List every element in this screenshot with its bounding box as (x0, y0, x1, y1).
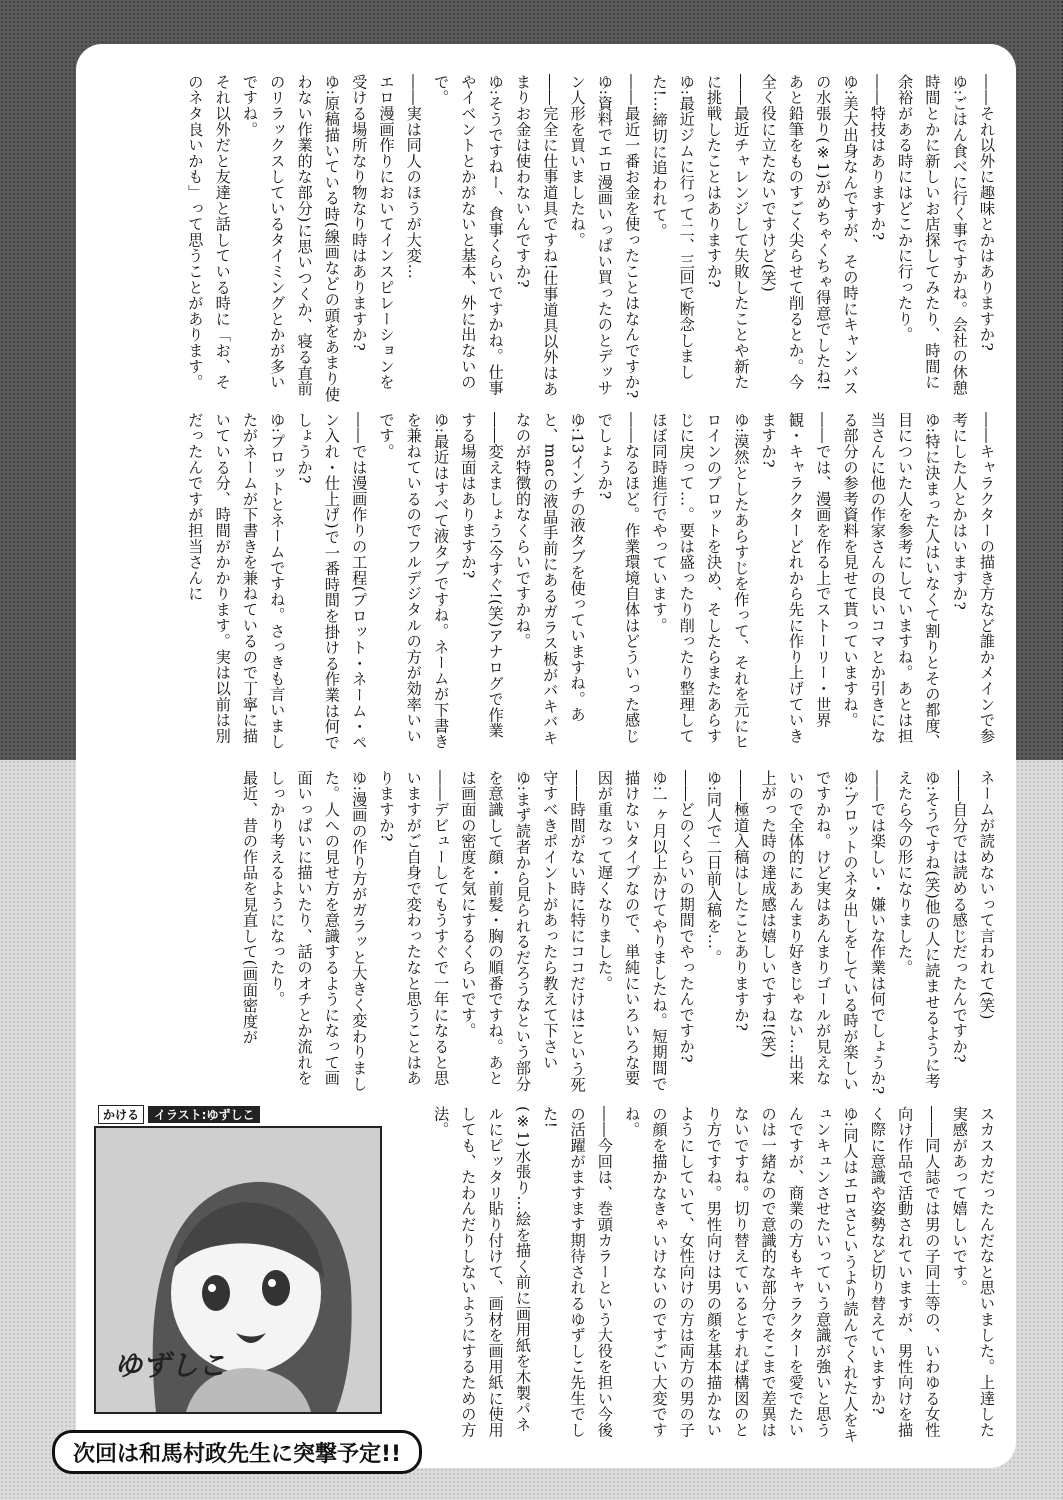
illustration-credit: イラスト:ゆずしこ (148, 1106, 260, 1123)
interview-text-bottom-left: スカスカだったんだなと思いました。上達した実感があって嬉しいです。 ――同人誌では男の子同士等の、いわゆる女性向け作品で活動されていますが、男性向けを描く際に意識や姿勢など切り替えていますか? ゆ:同人はエロさというより読んでくれた人をキュンキュンさせたいっていう意識が強いと思うんですが、商業の方もキャラクターを愛でたいのは一緒なので意識的な部分でそこまで差異はないですね。切り替えているとすれば構図のとり方ですね。男性向けは男の顔を基本描かないようにしていて、女性向けの方は両方の男の子の顔を描かなきゃいけないのですごい大変ですね。 ――今回は、巻頭カラーという大役を担い今後の活躍がますます期待されるゆずしこ先生でした! (※1)水張り…絵を描く前に画用紙を木製パネルにピッタリ貼り付けて、画材を画用紙に使用しても、たわんだりしないようにするための方法。 (432, 1106, 996, 1444)
interview-text-bottom-right: ネームが読めないって言われて(笑) ――自分では読める感じだったんですか? ゆ:そうですね(笑)他の人に読ませるように考えたら今の形になりました。 ――では楽しい・嫌いな作業は何でしょうか? ゆ:プロットのネタ出しをしている時が楽しいですかね。けど実はあんまりゴールが見えないので全体的にあんまり好きじゃない…出来上がった時の達成感は嬉しいですね!(笑) ――極道入稿はしたことありますか? ゆ:同人で二日前入稿を…。 ――どのくらいの期間でやったんですか? ゆ:一ヶ月以上かけてやりましたね。短期間で描けないタイプなので、単純にいろいろな要因が重なって遅くなりました。 ――時間がない時に特にココだけは!という死守すべきポイントがあったら教えて下さい ゆ:まず読者から見られるだろうなという部分を意識して顔・前髪・胸の順番ですね。あとは画面の密度を気にするくらいです。 ――デビューしてもうすぐで一年になると思いますがご自身で変わったなと思うことはありますか? ゆ:漫画の作り方がガラッと大きく変わりました。人への見せ方を意識するようになって画面いっぱいに描いたり、話のオチとか流れをしっかり考えるようになったり。 最近、昔の作品を見直して(画面密度が (240, 770, 996, 1095)
next-issue-banner: 次回は和馬村政先生に突撃予定!! (52, 1430, 422, 1474)
illustration-tag: かける (98, 1105, 144, 1124)
illustration-caption (98, 1104, 260, 1124)
interview-text-middle: ――キャラクターの描き方など誰かメインで参考にした人とかはいますか? ゆ:特に決まった人はいなくて割りとその都度、目についた人を参考にしていますね。あとは担当さんに他の作家さんの良いコマとか引きになる部分の参考資料を見せて貰っていますね。 ――では、漫画を作る上でストーリー・世界観・キャラクターどれから先に作り上げていきますか? ゆ:漠然としたあらすじを作って、それを元にヒロインのプロットを決め、そしたらまたあらすじに戻って…。要は盛ったり削ったり整理してほぼ同時進行でやっています。 ――なるほど。作業環境自体はどういった感じでしょうか? ゆ:13インチの液タブを使っていますね。あと、macの液晶手前にあるガラス板がバキバキなのが特徴的なくらいですかね。 ――変えましょう!今すぐ!(笑)アナログで作業する場面はありますか? ゆ:最近はすべて液タブですね。ネームが下書きを兼ねているのでフルデジタルの方が効率いいです。 ――では漫画作りの工程(プロット・ネーム・ペン入れ・仕上げ)で一番時間を掛ける作業は何でしょうか? ゆ:プロットとネームですね。さっきも言いましたがネームが下書きを兼ねているので丁寧に描いている分、時間がかかります。実は以前は別だったんですが担当さんに (186, 412, 996, 751)
artist-signature: ゆずしこ (114, 1349, 227, 1382)
interview-text-top: ――それ以外に趣味とかはありますか? ゆ:ごはん食べに行く事ですかね。会社の休憩時間とかに新しいお店探してみたり、時間に余裕がある時にはどこかに行ったり。 ――特技はありますか? ゆ:美大出身なんですが、その時にキャンバスの水張り(※1)がめちゃくちゃ得意でしたね!あと鉛筆をものすごく尖らせて削るとか。今全く役に立たないですけど(笑) ――最近チャレンジして失敗したことや新たに挑戦したことはありますか? ゆ:最近ジムに行って二、三回で断念しました!…締切に追われて。 ――最近一番お金を使ったことはなんですか? ゆ:資料でエロ漫画いっぱい買ったのとデッサン人形を買いましたね。 ――完全に仕事道具ですね!仕事道具以外はあまりお金は使わないんですか? ゆ:そうですねー、食事くらいですかね。仕事やイベントとかがないと基本、外に出ないので。 ――実は同人のほうが大変… エロ漫画作りにおいてインスピレーションを受ける場所なり物なり時はありますか? ゆ:原稿描いている時(線画などの頭をあまり使わない作業的な部分)に思いつくか、寝る直前のリラックスしているタイミングとかが多いですね。 それ以外だと友達と話している時に「お、そのネタ良いかも」って思うことがあります。 (186, 74, 996, 403)
author-illustration (94, 1104, 384, 1414)
